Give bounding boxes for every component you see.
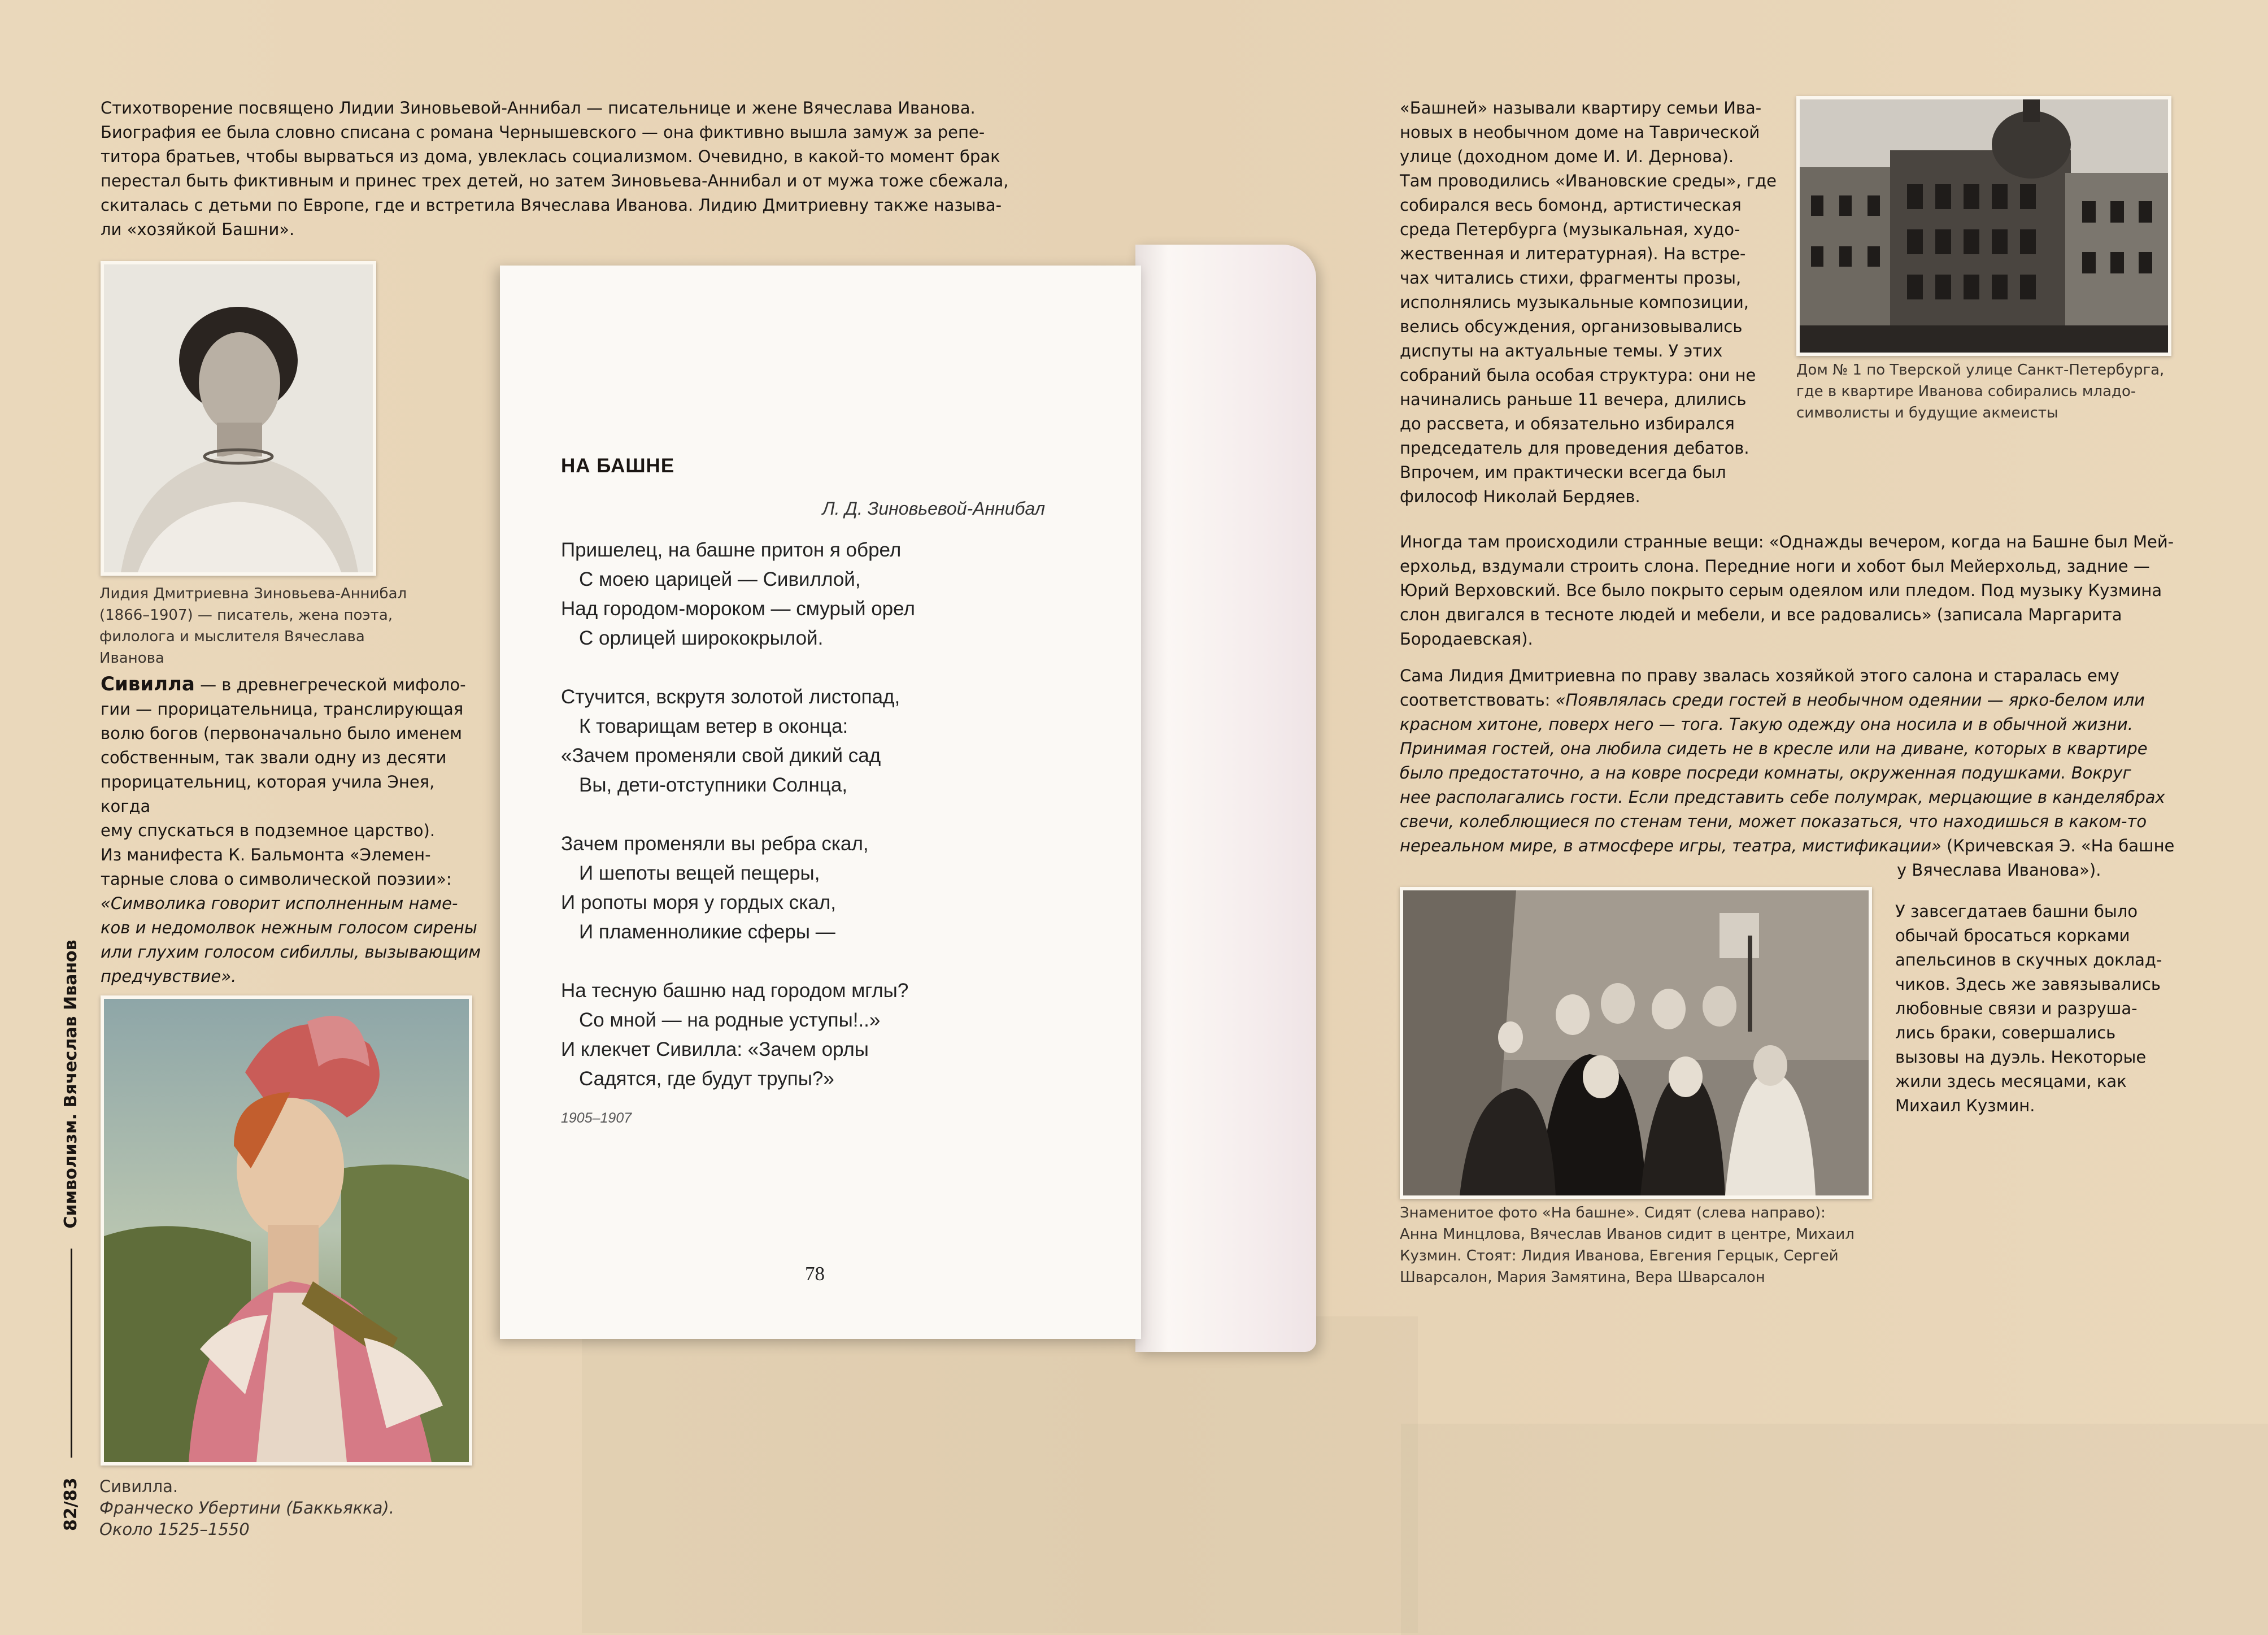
text-span: «Появлялась среди гостей в необычном одеянии — ярко-белом или	[1555, 690, 2145, 710]
group-photo	[1400, 887, 1872, 1199]
poem-line: И шепоты вещей пещеры,	[579, 862, 820, 884]
text-line: прорицательниц, которая учила Энея, когда	[101, 772, 435, 816]
text-line: апельсинов в скучных доклад-	[1895, 950, 2162, 969]
caption-title: Сивилла.	[99, 1477, 179, 1496]
text-line: собирался весь бомонд, артистическая	[1400, 195, 1742, 215]
group-caption	[1400, 1202, 1874, 1288]
lidia-paragraph	[1400, 664, 2179, 882]
term-sibyl: Сивилла	[101, 673, 195, 695]
text-line: собраний была особая структура: они не	[1400, 366, 1756, 385]
text-line: велись обсуждения, организовывались	[1400, 317, 1743, 336]
poem-dedication: Л. Д. Зиновьевой-Аннибал	[822, 498, 1045, 519]
poem-line: Над городом-мороком — смурый орел	[561, 598, 915, 620]
spine-divider	[71, 1249, 72, 1458]
text-line: «Символика говорит исполненным наме-	[101, 894, 458, 913]
text-line: Там проводились «Ивановские среды», где	[1400, 171, 1777, 190]
text-line: любовные связи и разруша-	[1895, 999, 2138, 1018]
elephant-paragraph	[1400, 530, 2179, 651]
background-block	[582, 1316, 1418, 1633]
stanza	[561, 829, 1069, 947]
text-line: слон двигался в тесноте людей и мебели, и все радовались» (записала Маргарита	[1400, 605, 2122, 624]
text-line: диспуты на актуальные темы. У этих	[1400, 341, 1723, 360]
text-line: красном хитоне, поверх него — тога. Такую одежду она носила и в обычной жизни.	[1400, 715, 2133, 734]
caption-line: Шварсалон, Мария Замятина, Вера Шварсалон	[1400, 1269, 1765, 1286]
text-line: Иногда там происходили странные вещи: «Однажды вечером, когда на Башне был Мей-	[1400, 532, 2174, 551]
text-line: перестал быть фиктивным и принес трех детей, но затем Зиновьева-Аннибал и от мужа тоже сбежала,	[101, 171, 1009, 190]
text-line: Биография ее была словно списана с романа Чернышевского — она фиктивно вышла замуж за репе-	[101, 123, 985, 142]
caption-line: (1866–1907) — писатель, жена поэта,	[99, 607, 393, 624]
text-line: председатель для проведения дебатов.	[1400, 438, 1749, 458]
text-line: философ Николай Бердяев.	[1400, 487, 1640, 506]
text-line	[1400, 834, 2179, 858]
house-photo	[1796, 96, 2171, 356]
text-line: было предостаточно, а на ковре посреди комнаты, окруженная подушками. Вокруг	[1400, 763, 2131, 782]
text-line: «Башней» называли квартиру семьи Ива-	[1400, 98, 1762, 118]
caption-line: Знаменитое фото «На башне». Сидят (слева направо):	[1400, 1204, 1826, 1221]
book-right-page	[1135, 245, 1316, 1352]
book-left-page	[500, 266, 1141, 1339]
stanza	[561, 976, 1069, 1094]
text-span: — в древнегреческой мифоло-	[194, 675, 466, 694]
poem-line: К товарищам ветер в оконца:	[579, 715, 848, 737]
text-line: Принимая гостей, она любила сидеть не в кресле или на диване, которых в квартире	[1400, 739, 2148, 758]
caption-line: Анна Минцлова, Вячеслав Иванов сидит в центре, Михаил	[1400, 1226, 1855, 1243]
caption-date: Около 1525–1550	[99, 1520, 250, 1539]
text-line: до рассвета, и обязательно избирался	[1400, 414, 1735, 433]
text-line: предчувствие».	[101, 967, 237, 986]
caption-line: Кузмин. Стоят: Лидия Иванова, Евгения Герцык, Сергей	[1400, 1247, 1839, 1264]
tower-paragraph	[1400, 96, 1795, 509]
text-line: Из манифеста К. Бальмонта «Элемен-	[101, 845, 431, 864]
caption-line: символисты и будущие акмеисты	[1796, 405, 2058, 421]
text-line: чиков. Здесь же завязывались	[1895, 975, 2161, 994]
text-line: титора братьев, чтобы вырваться из дома, увлеклась социализмом. Очевидно, в какой-то момент брак	[101, 147, 1000, 166]
poem-line: И пламенноликие сферы —	[579, 921, 835, 943]
text-line: скиталась с детьми по Европе, где и встретила Вячеслава Иванова. Лидию Дмитриевну также называ-	[101, 195, 1002, 215]
text-span: нереальном мире, в атмосфере игры, театра, мистификации»	[1400, 836, 1941, 855]
text-line: улице (доходном доме И. И. Дернова).	[1400, 147, 1734, 166]
page-numbers: 82/83	[61, 1477, 81, 1531]
poem-date: 1905–1907	[561, 1110, 632, 1126]
text-line: обычай бросаться корками	[1895, 926, 2130, 945]
text-line: Стихотворение посвящено Лидии Зиновьевой-Аннибал — писательнице и жене Вячеслава Иванова.	[101, 98, 976, 118]
poem-line: Садятся, где будут трупы?»	[579, 1068, 834, 1090]
text-line: волю богов (первоначально было именем	[101, 724, 462, 743]
poem-line: И ропоты моря у гордых скал,	[561, 892, 836, 914]
poem-line: Стучится, вскрутя золотой листопад,	[561, 686, 900, 708]
caption-line: филолога и мыслителя Вячеслава Иванова	[99, 628, 365, 667]
text-line: ков и недомолвок нежным голосом сирены	[101, 918, 477, 937]
text-line: У завсегдатаев башни было	[1895, 902, 2138, 921]
poem-line: С моею царицей — Сивиллой,	[579, 568, 861, 590]
poem-line: С орлицей ширококрылой.	[579, 627, 824, 649]
poem-line: Вы, дети-отступники Солнца,	[579, 774, 848, 796]
caption-line: Дом № 1 по Тверской улице Санкт-Петербурга,	[1796, 362, 2165, 379]
poem-line: Пришелец, на башне притон я обрел	[561, 539, 902, 561]
text-span: соответствовать:	[1400, 690, 1556, 710]
text-line	[1400, 688, 2179, 712]
portrait-caption	[99, 583, 416, 669]
text-line: нее располагались гости. Если представить себе полумрак, мерцающие в канделябрах	[1400, 788, 2165, 807]
text-line: Михаил Кузмин.	[1895, 1096, 2035, 1115]
text-line: исполнялись музыкальные композиции,	[1400, 293, 1749, 312]
regulars-paragraph	[1895, 899, 2212, 1118]
poem-line: На тесную башню над городом мглы?	[561, 980, 909, 1002]
text-line: жественная и литературная). На встре-	[1400, 244, 1746, 263]
text-line: свечи, колеблющиеся по стенам тени, может показаться, что находишься в каком-то	[1400, 812, 2147, 831]
text-line: гии — прорицательница, транслирующая	[101, 699, 464, 719]
stanza	[561, 682, 1069, 800]
background-block	[1401, 1424, 2268, 1635]
text-line: тарные слова о символической поэзии»:	[101, 869, 452, 889]
text-line: Впрочем, им практически всегда был	[1400, 463, 1726, 482]
text-line: Бородаевская).	[1400, 629, 1533, 649]
text-line: ли «хозяйкой Башни».	[101, 220, 295, 239]
text-line: собственным, так звали одну из десяти	[101, 748, 447, 767]
text-line: ерхольд, вздумали строить слона. Передние ноги и хобот был Мейерхольд, задние —	[1400, 556, 2150, 576]
section-title: Символизм. Вячеслав Иванов	[61, 940, 81, 1229]
text-line: ему спускаться в подземное царство).	[101, 821, 436, 840]
text-line: или глухим голосом сибиллы, вызывающим	[101, 942, 481, 962]
poem-line: И клекчет Сивилла: «Зачем орлы	[561, 1038, 869, 1060]
portrait-photo	[101, 261, 376, 576]
text-line: среда Петербурга (музыкальная, худо-	[1400, 220, 1740, 239]
text-line: у Вячеслава Иванова»).	[1897, 860, 2101, 880]
text-line: чах читались стихи, фрагменты прозы,	[1400, 268, 1742, 288]
text-line: жили здесь месяцами, как	[1895, 1072, 2127, 1091]
book-page-number: 78	[805, 1263, 825, 1285]
poem-title: НА БАШНЕ	[561, 455, 675, 477]
text-line: лись браки, совершались	[1895, 1023, 2116, 1042]
intro-paragraph	[101, 96, 1038, 242]
poem-line: Зачем променяли вы ребра скал,	[561, 833, 869, 855]
caption-line: Лидия Дмитриевна Зиновьева-Аннибал	[99, 585, 407, 602]
sibyl-caption	[99, 1476, 484, 1540]
spine-label	[61, 940, 81, 1531]
house-caption	[1796, 359, 2203, 424]
text-line: Юрий Верховский. Все было покрыто серым одеялом или пледом. Под музыку Кузмина	[1400, 581, 2162, 600]
text-line: новых в необычном доме на Таврической	[1400, 123, 1760, 142]
text-span: (Кричевская Э. «На башне	[1941, 836, 2175, 855]
text-line: Сама Лидия Дмитриевна по праву звалась хозяйкой этого салона и старалась ему	[1400, 666, 2119, 685]
text-line: начинались раньше 11 вечера, длились	[1400, 390, 1747, 409]
poem-line: Со мной — на родные уступы!..»	[579, 1009, 881, 1031]
caption-line: где в квартире Иванова собирались младо-	[1796, 383, 2136, 400]
caption-artist: Франческо Убертини (Баккьякка).	[99, 1498, 394, 1517]
poem-body	[561, 536, 1069, 1094]
sibyl-painting	[101, 995, 472, 1466]
poem-line: «Зачем променяли свой дикий сад	[561, 745, 881, 767]
stanza	[561, 536, 1069, 653]
text-line: вызовы на дуэль. Некоторые	[1895, 1047, 2147, 1067]
text-line	[101, 672, 485, 697]
sibyl-note	[101, 672, 485, 989]
